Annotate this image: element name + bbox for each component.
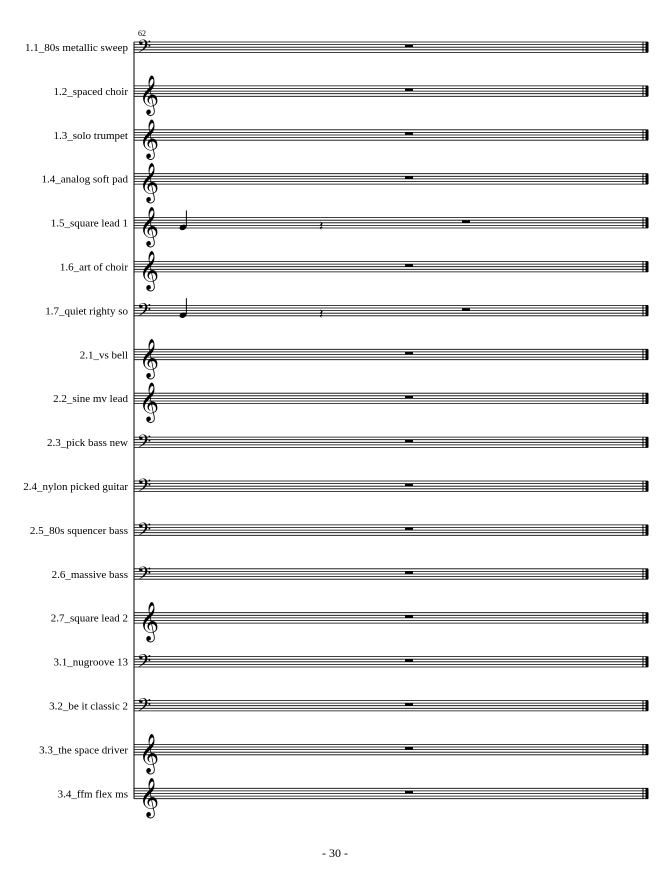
barline-thick — [646, 349, 649, 359]
whole-rest — [405, 396, 413, 398]
barline-thick — [646, 42, 649, 52]
barline-thick — [646, 657, 649, 667]
treble-clef-icon: 𝄞 — [139, 250, 160, 291]
barline-thick — [646, 525, 649, 535]
barline-thick — [646, 393, 649, 403]
instrument-label: 1.7_quiet righty so — [45, 305, 128, 318]
instrument-label: 1.4_analog soft pad — [41, 173, 128, 186]
bass-clef-icon: 𝄢 — [137, 432, 152, 458]
whole-rest — [405, 703, 413, 705]
staff — [60, 251, 649, 292]
staff — [23, 476, 648, 501]
whole-rest — [405, 659, 413, 661]
bass-clef-icon: 𝄢 — [137, 300, 152, 326]
barline-thick — [646, 262, 649, 272]
staff — [80, 338, 649, 379]
staff — [45, 298, 648, 325]
staff — [25, 37, 648, 62]
whole-rest — [405, 528, 413, 530]
measure-number: 62 — [138, 29, 146, 38]
barline-thick — [646, 218, 649, 228]
instrument-label: 2.2_sine mv lead — [53, 393, 128, 406]
instrument-label: 2.4_nylon picked guitar — [23, 481, 128, 493]
instrument-label: 2.1_vs bell — [79, 349, 128, 362]
bass-clef-icon: 𝄢 — [137, 519, 152, 545]
whole-rest — [405, 45, 413, 47]
instrument-label: 2.7_square lead 2 — [50, 612, 128, 625]
whole-rest — [405, 264, 413, 266]
whole-rest — [405, 89, 413, 91]
staff — [53, 652, 648, 677]
instrument-label: 3.3_the space driver — [39, 744, 128, 757]
treble-clef-icon: 𝄞 — [139, 74, 160, 115]
instrument-label: 2.5_80s squencer bass — [29, 524, 128, 537]
half-rest — [462, 221, 470, 223]
instrument-label: 3.1_nugroove 13 — [53, 656, 128, 669]
treble-clef-icon: 𝄞 — [139, 162, 160, 203]
whole-rest — [405, 352, 413, 354]
staff — [49, 696, 648, 721]
treble-clef-icon: 𝄞 — [139, 118, 160, 159]
barline-thick — [646, 437, 649, 447]
barline-thick — [646, 86, 649, 96]
staff — [30, 520, 649, 545]
barline-thick — [646, 174, 649, 184]
barline-thick — [646, 481, 649, 491]
instrument-label: 2.3_pick bass new — [47, 437, 128, 450]
whole-rest — [405, 440, 413, 442]
whole-rest — [405, 791, 413, 793]
whole-rest — [405, 176, 413, 178]
quarter-rest: 𝄽 — [319, 218, 324, 235]
bass-clef-icon: 𝄢 — [137, 695, 152, 721]
staff — [53, 382, 648, 423]
treble-clef-icon: 𝄞 — [139, 338, 160, 379]
half-rest — [462, 308, 470, 310]
staff — [47, 432, 648, 457]
whole-rest — [405, 571, 413, 573]
staff — [52, 564, 649, 589]
barline-thick — [646, 130, 649, 140]
treble-clef-icon: 𝄞 — [139, 777, 160, 818]
bass-clef-icon: 𝄢 — [137, 476, 152, 501]
instrument-label: 1.6_art of choir — [59, 261, 128, 274]
quarter-rest: 𝄽 — [319, 306, 324, 323]
staff — [51, 207, 649, 248]
instrument-label: 1.1_80s metallic sweep — [25, 42, 128, 54]
whole-rest — [405, 747, 413, 749]
instrument-label: 1.3_solo trumpet — [53, 129, 128, 142]
staff — [58, 777, 649, 818]
instrument-label: 1.5_square lead 1 — [50, 217, 128, 230]
instrument-label: 3.4_ffm flex ms — [57, 788, 128, 801]
staff — [39, 733, 648, 774]
bass-clef-icon: 𝄢 — [137, 37, 152, 62]
staff — [42, 163, 649, 204]
staff — [53, 119, 648, 160]
whole-rest — [405, 132, 413, 134]
instrument-label: 3.2_be it classic 2 — [49, 700, 128, 713]
staff — [51, 602, 649, 643]
instrument-label: 1.2_spaced choir — [53, 85, 128, 98]
staff — [53, 75, 648, 116]
page-number: - 30 - — [322, 846, 348, 860]
bass-clef-icon: 𝄢 — [137, 651, 152, 677]
whole-rest — [405, 484, 413, 486]
barline-thick — [646, 744, 649, 754]
barline-thick — [646, 701, 649, 711]
bass-clef-icon: 𝄢 — [137, 563, 152, 589]
treble-clef-icon: 𝄞 — [139, 382, 160, 423]
barline-thick — [646, 305, 649, 315]
treble-clef-icon: 𝄞 — [139, 206, 160, 247]
barline-thick — [646, 613, 649, 623]
treble-clef-icon: 𝄞 — [139, 733, 160, 774]
barline-thick — [646, 569, 649, 579]
instrument-label: 2.6_massive bass — [51, 568, 128, 581]
barline-thick — [646, 788, 649, 798]
treble-clef-icon: 𝄞 — [139, 601, 160, 642]
whole-rest — [405, 615, 413, 617]
